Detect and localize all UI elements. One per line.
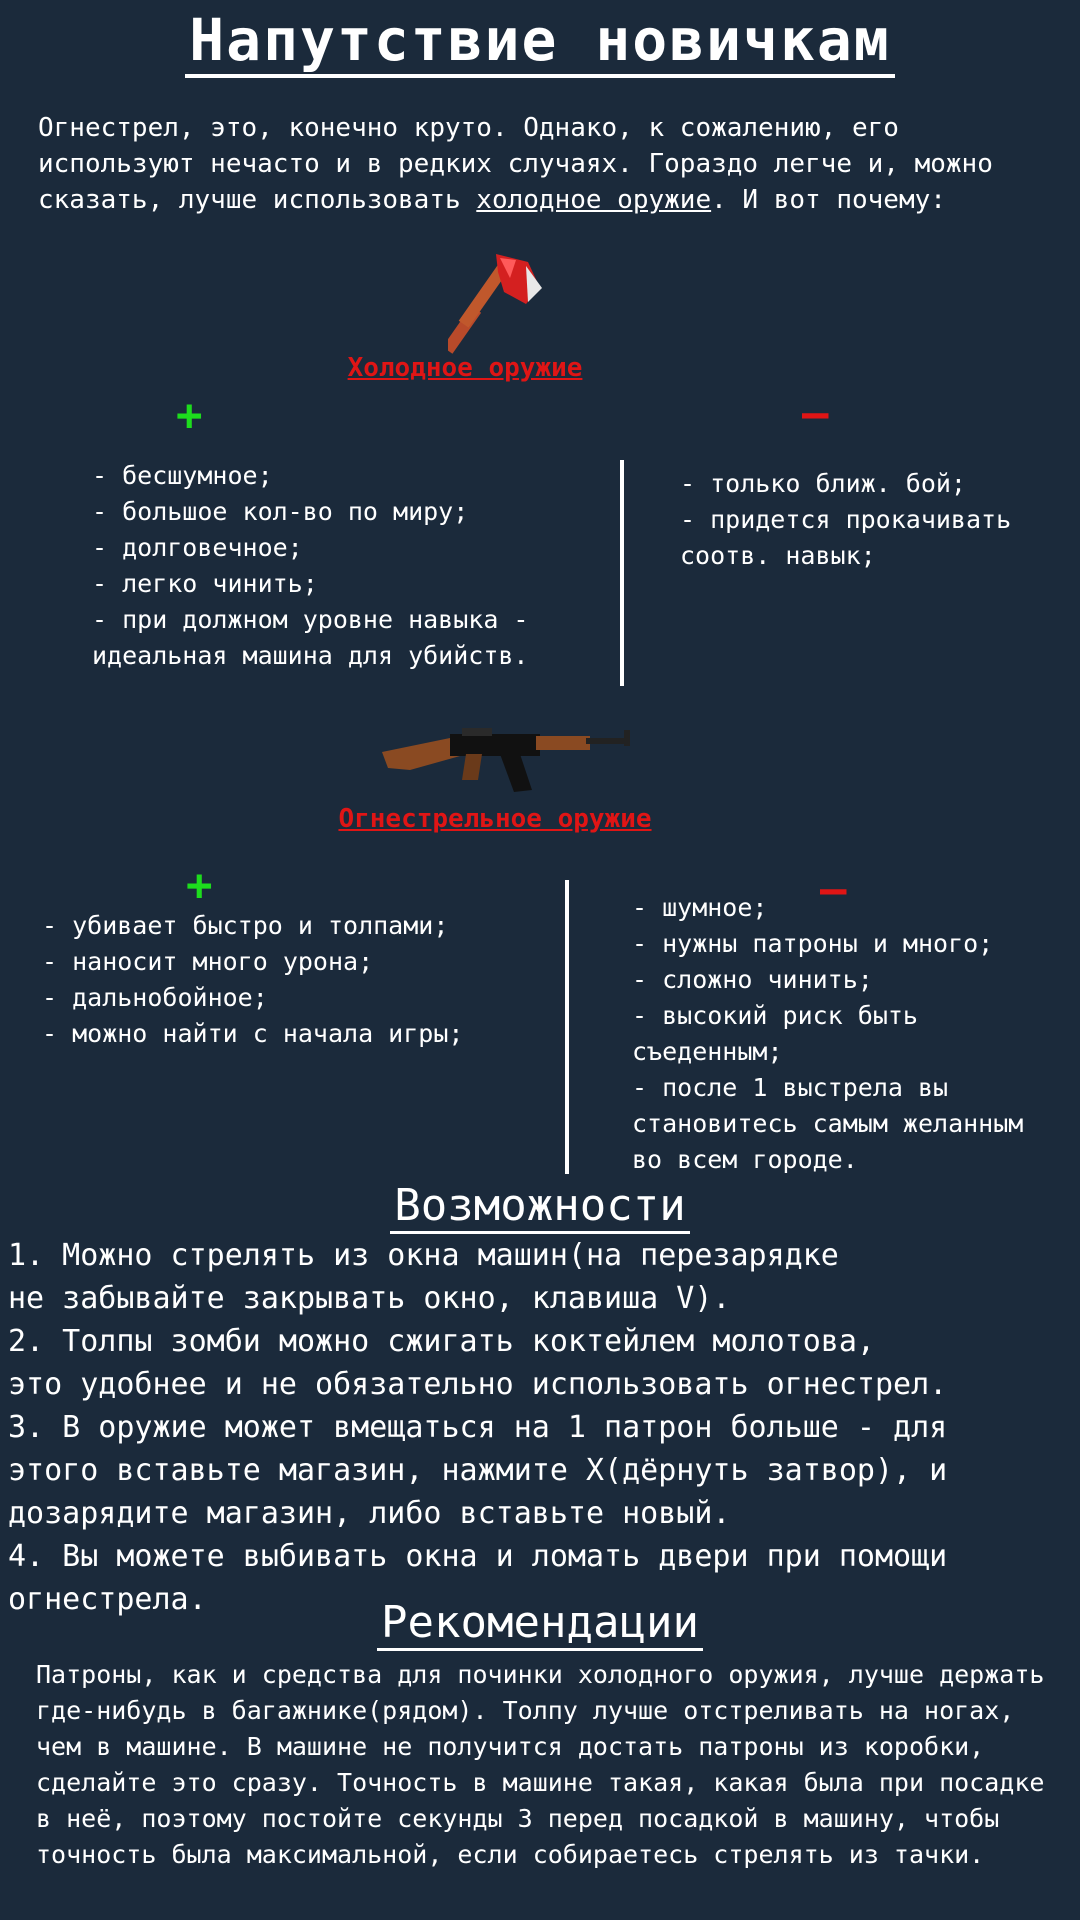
firearm-cons-list (632, 890, 1023, 1178)
intro-text-after: . И вот почему: (711, 185, 946, 215)
axe-icon (448, 248, 568, 358)
list-item: 2. Толпы зомби можно сжигать коктейлем молотова, (8, 1324, 875, 1359)
features-heading-text: Возможности (390, 1180, 689, 1234)
list-item: - сложно чинить; (632, 965, 873, 994)
list-item: - можно найти с начала игры; (42, 1019, 464, 1048)
rifle-icon (380, 724, 638, 794)
melee-pros-list (92, 458, 529, 674)
melee-plus-sign: + (176, 390, 203, 441)
list-item: идеальная машина для убийств. (92, 641, 529, 670)
recommendations-heading-text: Рекомендации (377, 1597, 703, 1651)
recommendations-text: Патроны, как и средства для починки холодного оружия, лучше держать где-нибудь в багажнике(рядом). Толпу лучше отстреливать на ногах, чем в машине. В машине не получится достать патроны из коробки, сделайте это сразу. Точность в машине такая, какая была при посадке в неё, поэтому постойте секунды 3 перед посадкой в машину, чтобы точность была максимальной, если собираетесь стрелять из тачки. (36, 1660, 1045, 1869)
firearm-divider (565, 880, 569, 1174)
page-title (0, 6, 1080, 74)
list-item: съеденным; (632, 1037, 783, 1066)
list-item: - при должном уровне навыка - (92, 605, 529, 634)
melee-cons-list (680, 466, 1011, 574)
list-item: - после 1 выстрела вы (632, 1073, 949, 1102)
features-heading (0, 1180, 1080, 1231)
firearm-minus-sign: — (820, 864, 847, 915)
melee-minus-sign: — (802, 388, 829, 439)
intro-melee-link[interactable]: холодное оружие (476, 185, 712, 215)
firearm-plus-sign: + (186, 860, 213, 911)
list-item: становитесь самым желанным (632, 1109, 1024, 1138)
list-item: - большое кол-во по миру; (92, 497, 469, 526)
intro-text-before: Огнестрел, это, конечно круто. Однако, к сожалению, его используют нечасто и в редких случаях. Гораздо легче и, можно сказать, лучше использовать (38, 113, 993, 215)
list-item: - убивает быстро и толпами; (42, 911, 449, 940)
list-item: не забывайте закрывать окно, клавиша V). (8, 1281, 731, 1316)
list-item: - шумное; (632, 893, 768, 922)
list-item: - высокий риск быть (632, 1001, 918, 1030)
intro-paragraph (38, 110, 1048, 218)
list-item: - наносит много урона; (42, 947, 374, 976)
list-item: соотв. навык; (680, 541, 876, 570)
firearm-weapon-label[interactable]: Огнестрельное оружие (338, 804, 652, 834)
list-item: огнестрела. (8, 1582, 207, 1617)
list-item: 4. Вы можете выбивать окна и ломать двери при помощи (8, 1539, 948, 1574)
list-item: - только ближ. бой; (680, 469, 966, 498)
page-title-text: Напутствие новичкам (185, 6, 894, 78)
recommendations-heading (0, 1597, 1080, 1648)
list-item: это удобнее и не обязательно использовать огнестрел. (8, 1367, 948, 1402)
list-item: - легко чинить; (92, 569, 318, 598)
list-item: 1. Можно стрелять из окна машин(на перезарядке (8, 1238, 839, 1273)
features-list (8, 1234, 1078, 1621)
list-item: - придется прокачивать (680, 505, 1012, 534)
firearm-pros-list (42, 908, 463, 1052)
list-item: 3. В оружие может вмещаться на 1 патрон больше - для (8, 1410, 948, 1445)
melee-weapon-label[interactable]: Холодное оружие (347, 353, 583, 383)
melee-divider (620, 460, 624, 686)
list-item: - долговечное; (92, 533, 303, 562)
list-item: этого вставьте магазин, нажмите X(дёрнуть затвор), и (8, 1453, 948, 1488)
list-item: во всем городе. (632, 1145, 858, 1174)
list-item: - бесшумное; (92, 461, 273, 490)
list-item: дозарядите магазин, либо вставьте новый. (8, 1496, 731, 1531)
list-item: - дальнобойное; (42, 983, 268, 1012)
list-item: - нужны патроны и много; (632, 929, 994, 958)
